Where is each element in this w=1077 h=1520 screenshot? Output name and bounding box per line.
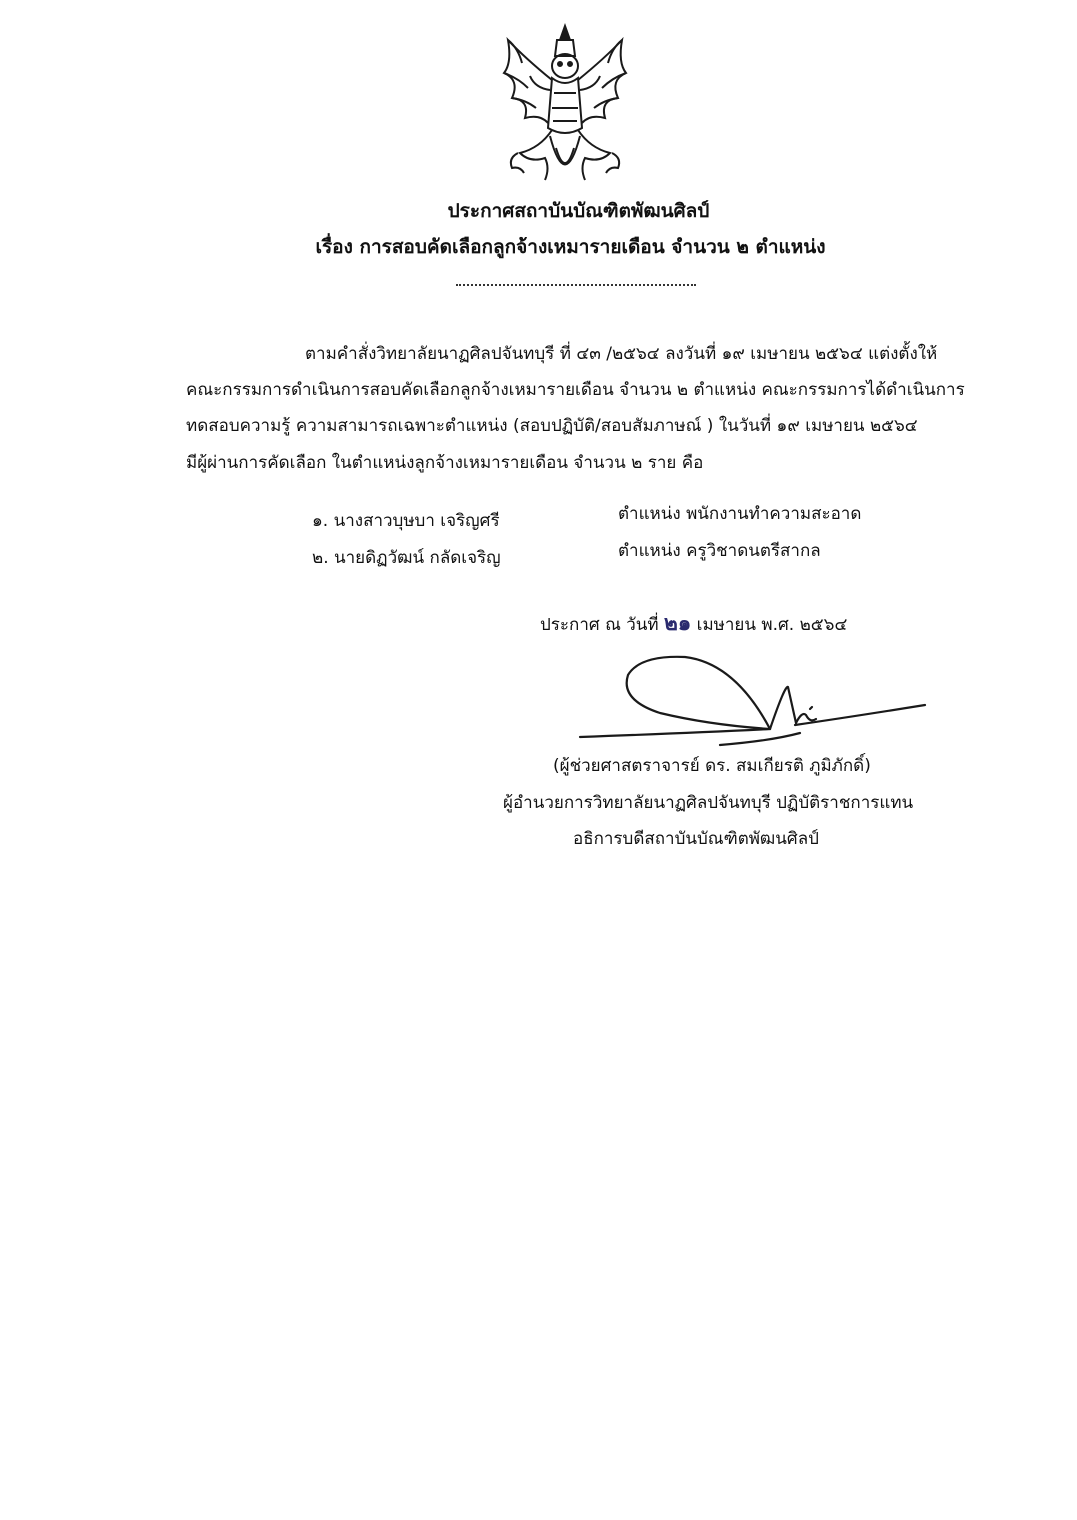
document-title: ประกาศสถาบันบัณฑิตพัฒนศิลป์ [447, 200, 710, 222]
body-line-3: ทดสอบความรู้ ความสามารถเฉพาะตำแหน่ง (สอบปฏิบัติ/สอบสัมภาษณ์ ) ในวันที่ ๑๙ เมษายน ๒๕๖๔ [186, 416, 918, 436]
handwritten-signature [570, 645, 940, 755]
signatory-title-1: ผู้อำนวยการวิทยาลัยนาฏศิลปจันทบุรี ปฏิบัติราชการแทน [503, 793, 914, 813]
signatory-title-2: อธิการบดีสถาบันบัณฑิตพัฒนศิลป์ [573, 829, 819, 849]
document-subject: เรื่อง การสอบคัดเลือกลูกจ้างเหมารายเดือน จำนวน ๒ ตำแหน่ง [315, 236, 826, 258]
body-line-1: ตามคำสั่งวิทยาลัยนาฏศิลปจันทบุรี ที่ ๔๓ /๒๕๖๔ ลงวันที่ ๑๙ เมษายน ๒๕๖๔ แต่งตั้งให้ [305, 344, 938, 364]
garuda-emblem-icon [490, 18, 640, 193]
body-line-2: คณะกรรมการดำเนินการสอบคัดเลือกลูกจ้างเหมารายเดือน จำนวน ๒ ตำแหน่ง คณะกรรมการได้ดำเนินการ [186, 380, 965, 400]
title-divider [456, 284, 696, 286]
date-day: ๒๑ [664, 611, 692, 635]
selected-position: ตำแหน่ง พนักงานทำความสะอาด [618, 504, 862, 524]
signatory-name: (ผู้ช่วยศาสตราจารย์ ดร. สมเกียรติ ภูมิภักดิ์) [553, 756, 871, 776]
selected-position: ตำแหน่ง ครูวิชาดนตรีสากล [618, 541, 821, 561]
date-suffix: เมษายน พ.ศ. ๒๕๖๔ [691, 615, 848, 635]
body-line-4: มีผู้ผ่านการคัดเลือก ในตำแหน่งลูกจ้างเหมารายเดือน จำนวน ๒ ราย คือ [186, 453, 704, 473]
announcement-date [540, 607, 847, 640]
selected-name: ๑. นางสาวบุษบา เจริญศรี [312, 511, 500, 531]
date-prefix: ประกาศ ณ วันที่ [540, 615, 665, 635]
selected-name: ๒. นายดิฏวัฒน์ กลัดเจริญ [312, 548, 501, 568]
